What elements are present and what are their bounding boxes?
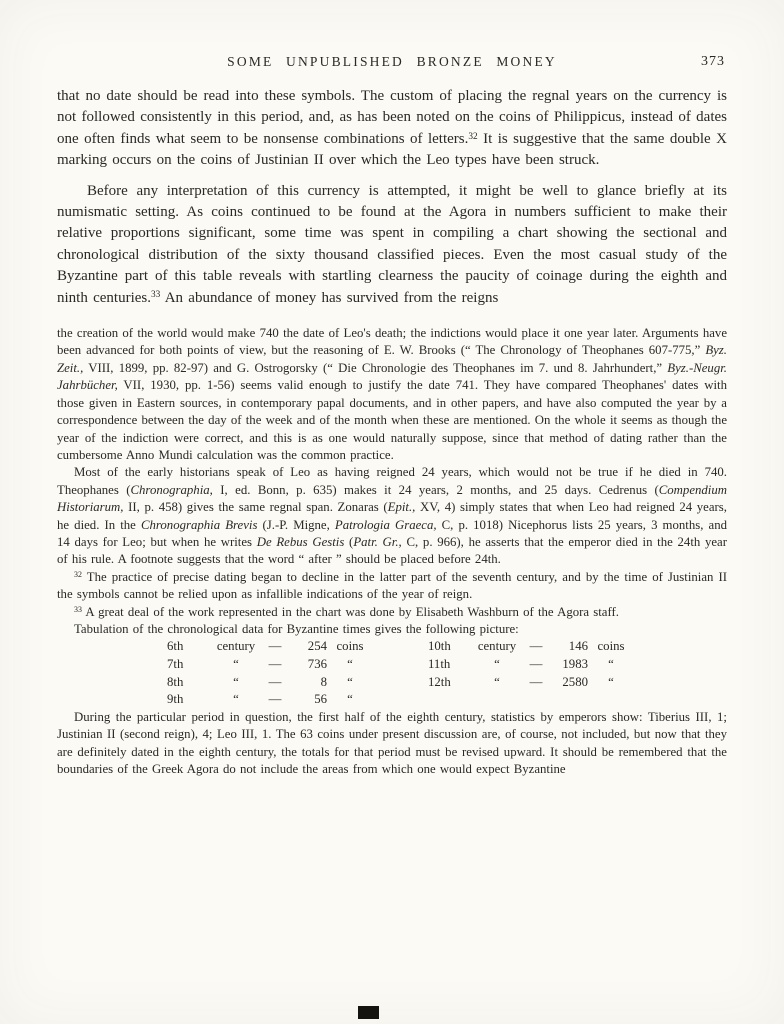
body-paragraph-1: that no date should be read into these symbols. The custom of placing the regnal years on the currency is not followed consistently in this period, and, as has been noted on the coins of Philippicus, instead of dates one often finds what seem to be nonsense combinations of letters.$^{32}$ It is suggestive that the same double X marking occurs on the coins of Justinian II over which the Leo types have been struck.	[57, 88, 727, 169]
century-cell: 8th	[167, 674, 184, 689]
printers-mark	[358, 1006, 379, 1019]
dash-cell: —	[268, 639, 282, 654]
century-cell: 12th	[428, 674, 451, 689]
footnotes-section	[57, 325, 727, 778]
footnote-continuation-1: the creation of the world would make 740 the date of Leo's death; the indictions would place it one year later. Arguments have been advanced for both points of view, but the reasoning of E. W. Brooks (“ The Chronology of Theophanes 607-775,” Byz. Zeit., VIII, 1899, pp. 82-97) and G. Ostrogorsky (“ Die Chronologie des Theophanes im 7. und 8. Jahrhundert,” Byz.-Neugr. Jahrbücher, VII, 1930, pp. 1-56) seems valid enough to justify the date 741. They have compared Theophanes' dates with those given in Eastern sources, in contemporary papal documents, and in other papers, and have also computed the year by a correspondence between the day of the week and of the month when these are mentioned. On the whole it seems as though the year of the indiction were correct, and this is as one would naturally suppose, since that method of dating rather than the cumbersome Anno Mundi calculation was the common practice.	[57, 326, 727, 462]
ditto-cell: “	[233, 674, 239, 689]
footnote-continuation-2: Most of the early historians speak of Leo as having reigned 24 years, which would not be true if he died in 740. Theophanes (Chronographia, I, ed. Bonn, p. 635) makes it 24 years, 2 months, and 25 days. Cedrenus (Compendium Historiarum, II, p. 458) gives the same regnal span. Zonaras (Epit., XV, 4) simply states that when Leo had reigned 24 years, he died. In the Chronographia Brevis (J.-P. Migne, Patrologia Graeca, C, p. 1018) Nicephorus lists 25 years, 3 months, and 14 days for Leo; but when he writes De Rebus Gestis (Patr. Gr., C, p. 966), he asserts that the emperor died in the 24th year of his rule. A footnote suggests that the word “ after ” should be placed before 24th.	[57, 465, 727, 567]
count-cell: 8	[320, 674, 327, 689]
ditto-cell: “	[233, 692, 239, 707]
footnote-32: $^{32}$ The practice of precise dating began to decline in the latter part of the seventh century, and by the time of Justinian II the symbols cannot be relied upon as infallible indications of the year of reign.	[57, 569, 727, 602]
count-cell: 56	[314, 692, 327, 707]
body-paragraph-2: Before any interpretation of this currency is attempted, it might be well to glance briefly at its numismatic setting. As coins continued to be found at the Agora in numbers sufficient to make their relative proportions significant, some time was spent in compiling a chart showing the sectional and chronological distribution of the sixty thousand classified pieces. Even the most casual study of the Byzantine part of this table reveals with startling clearness the paucity of coinage during the eighth and ninth centuries.$^{33}$ An abundance of money has survived from the reigns	[57, 182, 727, 306]
century-cell: 10th	[428, 639, 451, 654]
ditto-cell: “	[347, 674, 353, 689]
count-cell: 254	[307, 639, 327, 654]
dash-cell: —	[268, 674, 282, 689]
ditto-cell: “	[347, 656, 353, 671]
page-number: 373	[701, 54, 725, 69]
dash-cell: —	[529, 674, 543, 689]
ditto-cell: “	[233, 656, 239, 671]
ditto-cell: “	[608, 656, 614, 671]
running-title: SOME UNPUBLISHED BRONZE MONEY	[227, 54, 557, 69]
table-row	[428, 674, 634, 692]
dash-cell: —	[268, 692, 282, 707]
dash-cell: —	[529, 656, 543, 671]
count-cell: 146	[568, 639, 588, 654]
century-label-cell: century	[216, 639, 256, 654]
table-row	[167, 691, 373, 709]
table-row	[428, 656, 634, 674]
tabulation-column-right	[428, 638, 634, 708]
unit-cell: coins	[597, 639, 625, 654]
century-cell: 7th	[167, 656, 184, 671]
ditto-cell: “	[494, 656, 500, 671]
century-cell: 11th	[428, 656, 451, 671]
dash-cell: —	[529, 639, 543, 654]
page-body	[57, 86, 727, 778]
tabulation-column-left	[167, 638, 373, 708]
century-cell: 6th	[167, 639, 184, 654]
century-cell: 9th	[167, 692, 184, 707]
tabulation-intro: Tabulation of the chronological data for Byzantine times gives the following picture:	[74, 621, 519, 636]
footnote-33: $^{33}$ A great deal of the work represented in the chart was done by Elisabeth Washburn of the Agora staff.	[74, 604, 619, 619]
table-row	[167, 674, 373, 692]
ditto-cell: “	[608, 674, 614, 689]
count-cell: 2580	[562, 674, 588, 689]
table-row	[167, 656, 373, 674]
count-cell: 736	[307, 656, 327, 671]
footnote-statistics: During the particular period in question, the first half of the eighth century, statistics by emperors show: Tiberius III, 1; Justinian II (second reign), 4; Leo III, 1. The 63 coins under present discussion are, of course, not included, but now that they are definitely dated in the eighth century, the totals for that period must be revised upward. It should be remembered that the boundaries of the Greek Agora do not include the areas from which one would expect Byzantine	[57, 709, 727, 776]
ditto-cell: “	[347, 692, 353, 707]
century-label-cell: century	[477, 639, 517, 654]
ditto-cell: “	[494, 674, 500, 689]
dash-cell: —	[268, 656, 282, 671]
table-row	[428, 638, 634, 656]
count-cell: 1983	[562, 656, 588, 671]
tabulation-table	[57, 638, 727, 708]
page-header	[57, 54, 727, 72]
table-row	[167, 638, 373, 656]
unit-cell: coins	[336, 639, 364, 654]
page-content	[57, 0, 727, 778]
